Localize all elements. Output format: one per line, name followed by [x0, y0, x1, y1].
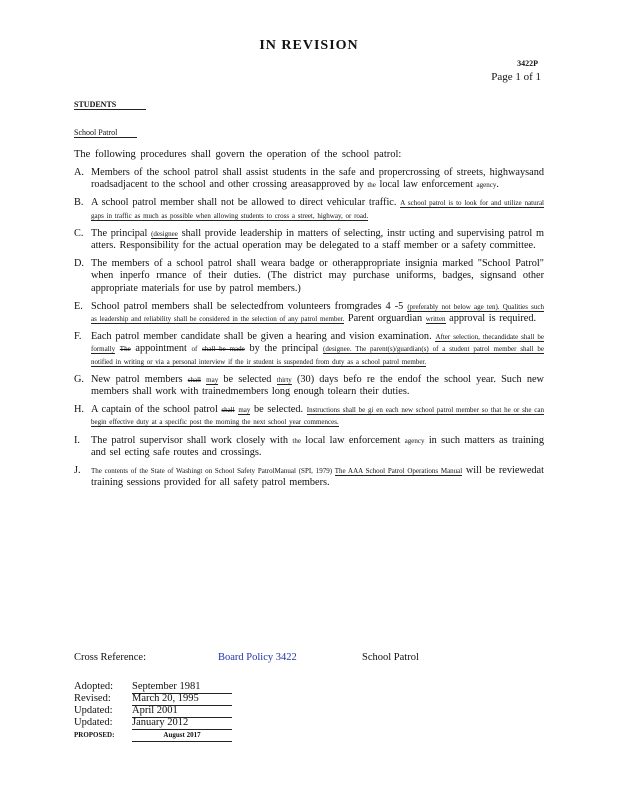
item-letter: B.: [74, 197, 84, 209]
item-text: Parent orguardian: [344, 313, 426, 325]
item-text: The principal: [91, 227, 152, 239]
item-text: will be reviewedat training sessions provided for all safety patrol members.: [91, 465, 544, 489]
procedure-item: [74, 258, 544, 295]
procedure-item: [74, 228, 544, 252]
item-text: agency: [404, 436, 425, 445]
item-text: be selected: [218, 373, 277, 385]
date-label: Adopted:: [74, 681, 114, 692]
item-text: local law enforcement: [300, 434, 405, 446]
date-row: [74, 705, 232, 717]
page-number: Page 1 of 1: [491, 71, 541, 83]
item-letter: H.: [74, 404, 85, 416]
item-text: be selected.: [250, 404, 307, 416]
item-text: in such matters as training and sel ecting safe routes and crossings.: [91, 434, 544, 458]
subsection-heading: School Patrol: [74, 128, 137, 138]
item-text: the: [367, 181, 376, 190]
date-value: January 2012: [132, 717, 232, 730]
item-text: New patrol members: [91, 373, 188, 385]
item-text: may: [238, 406, 251, 415]
item-letter: G.: [74, 373, 85, 385]
item-text: School patrol members shall be selectedfrom volunteers fromgrades 4 -5: [91, 300, 408, 312]
item-text: After selection, thecandidate shall be formally: [91, 333, 544, 354]
date-value: September 1981: [132, 681, 232, 694]
date-row: [74, 681, 232, 693]
item-text: A captain of the school patrol: [91, 404, 222, 416]
item-text: shall: [187, 375, 201, 384]
item-text: shall be made: [202, 345, 245, 354]
cross-reference-label: Cross Reference:: [74, 652, 147, 663]
item-letter: F.: [74, 331, 82, 343]
procedure-item: [74, 374, 544, 398]
item-letter: I.: [74, 434, 81, 446]
item-text: (30) days befo re the endof the school year. Such new members shall work with trainedmembers long enough tolearn their duties.: [91, 373, 544, 398]
item-text: may: [206, 375, 219, 384]
item-text: The patrol supervisor shall work closely with: [91, 434, 293, 446]
item-text: approval is required.: [445, 313, 537, 325]
item-text: (designee. The parent(s)/guardian(s) of a student patrol member shall be notified in writing or via a personal interview if the ir student is suspended from duty as a school patrol member.: [91, 345, 544, 366]
item-text: shall provide leadership in matters of selecting, instr ucting and supervising patrol m atters. Responsibility for the actual operation may be delegated to a staff member or a safety committee.: [91, 227, 544, 252]
date-row: [74, 693, 232, 705]
revision-title: IN REVISION: [259, 38, 359, 53]
policy-code: 3422P: [517, 59, 538, 68]
date-label: PROPOSED:: [74, 731, 115, 739]
item-text: The: [119, 345, 131, 354]
procedure-item: [74, 197, 544, 221]
procedure-item: [74, 331, 544, 368]
item-letter: E.: [74, 300, 83, 312]
item-text: A school patrol member shall not be allowed to direct vehicular traffic.: [91, 197, 401, 209]
board-policy-link[interactable]: Board Policy 3422: [218, 652, 297, 663]
item-text: of: [191, 345, 198, 354]
date-row: [74, 729, 232, 741]
item-text: appointment: [130, 343, 192, 355]
procedure-list: [74, 167, 544, 495]
item-text: Each patrol member candidate shall be given a hearing and vision examination.: [91, 331, 436, 343]
item-text: local law enforcement: [375, 179, 477, 191]
item-text: Instructions shall be gi en each new school patrol member so that he or she can begin effective duty at a specific post the morning the next school year commences.: [91, 406, 545, 427]
date-row: [74, 717, 232, 729]
item-letter: J.: [74, 465, 81, 477]
item-text: A school patrol is to look for and utilize natural gaps in traffic as much as possible when allowing students to cross a street, highway, or road.: [91, 199, 545, 220]
history-dates: [74, 681, 232, 741]
procedure-item: [74, 167, 544, 191]
item-text: shall: [221, 406, 235, 415]
cross-reference-topic: School Patrol: [362, 652, 419, 663]
item-letter: D.: [74, 258, 85, 270]
procedure-item: [74, 301, 544, 325]
item-text: The members of a school patrol shall weara badge or otherappropriate insignia marked "School Patrol" when inperfo rmance of their duties. (The district may purchase uniforms, badges, signsand other appropriate materials for use by patrol members.): [91, 258, 544, 294]
item-text: agency: [476, 181, 497, 190]
item-text: (preferably not below age ten). Qualities such as leadership and reliability shall be considered in the selection of any patrol member.: [91, 302, 545, 324]
item-text: Members of the school patrol shall assist students in the safe and propercrossing of streets, highwaysand roadsadjacent to the school and other crossing areasapproved by: [91, 167, 544, 191]
date-value: April 2001: [132, 705, 232, 718]
item-text: The AAA School Patrol Operations Manual: [334, 467, 463, 476]
item-text: (designee: [151, 229, 178, 238]
item-text: .: [496, 179, 499, 191]
item-text: The contents of the State of Washingt on School Safety PatrolManual (SPI, 1979): [91, 467, 335, 476]
item-letter: C.: [74, 227, 84, 239]
item-text: by the principal: [244, 343, 323, 355]
procedure-item: [74, 465, 544, 489]
date-value: August 2017: [132, 729, 232, 742]
date-label: Updated:: [74, 705, 113, 716]
section-heading: STUDENTS: [74, 100, 146, 110]
date-label: Revised:: [74, 693, 111, 704]
date-value: March 20, 1995: [132, 693, 232, 706]
item-text: written: [425, 315, 446, 324]
procedure-item: [74, 404, 544, 428]
item-text: thirty: [276, 375, 292, 384]
intro-paragraph: The following procedures shall govern the operation of the school patrol:: [74, 149, 402, 160]
date-label: Updated:: [74, 717, 113, 728]
item-text: the: [292, 436, 301, 445]
procedure-item: [74, 435, 544, 459]
item-letter: A.: [74, 167, 85, 178]
